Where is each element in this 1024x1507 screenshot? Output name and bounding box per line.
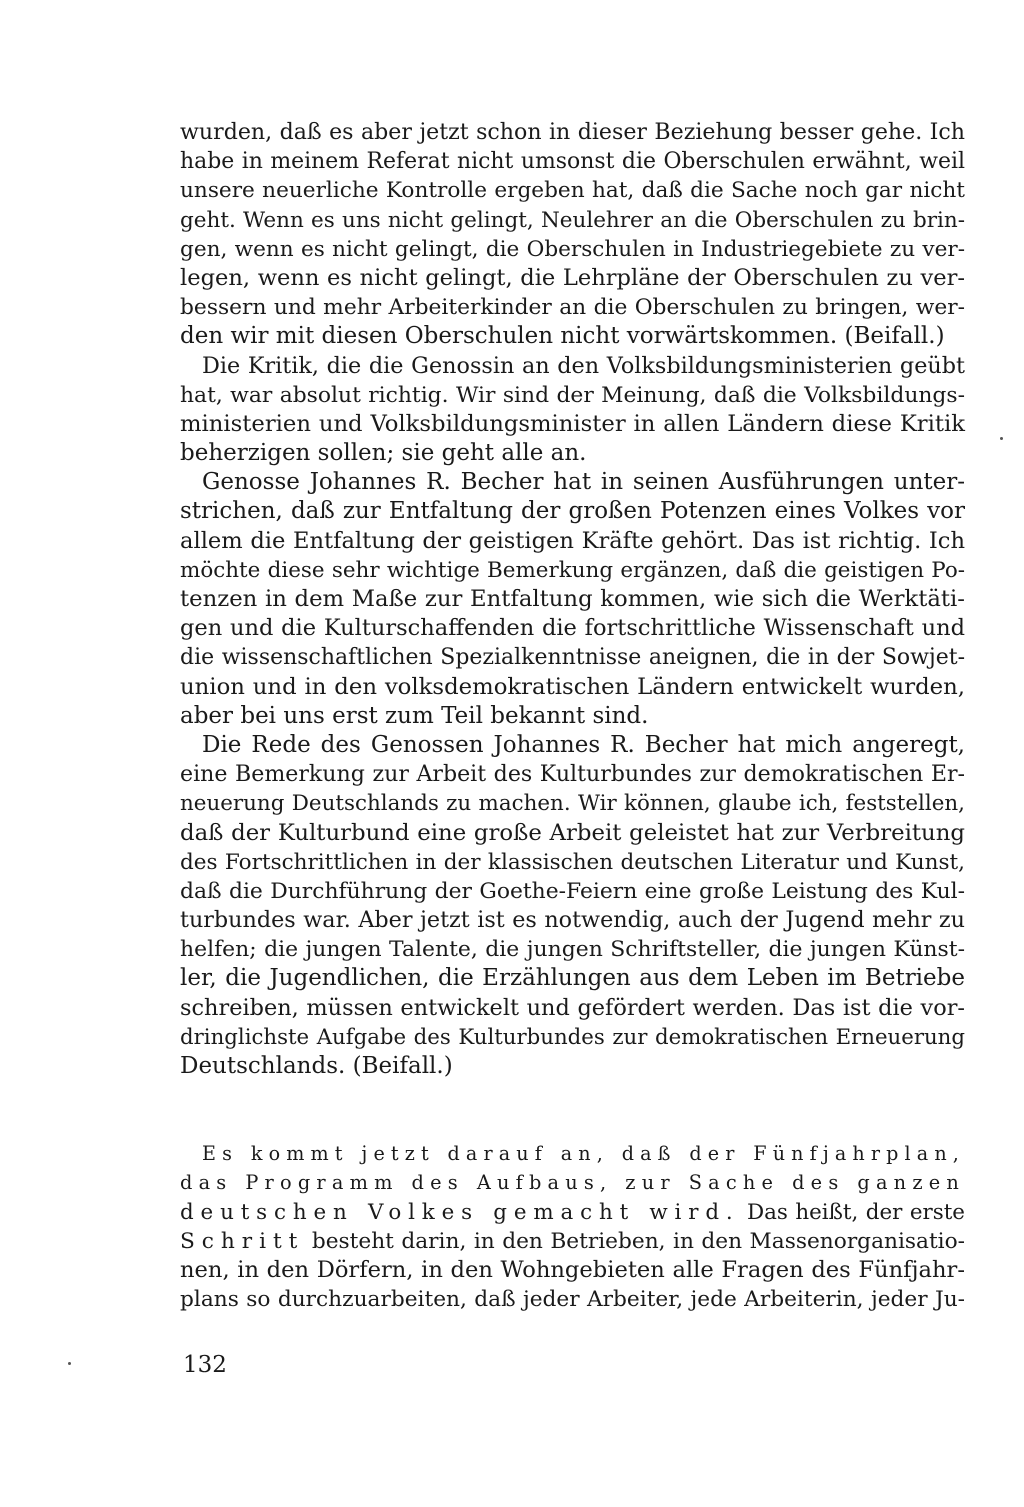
text-line: tenzen in dem Maße zur Entfaltung kommen, wie sich die Werktäti- — [180, 586, 965, 612]
body-text: Das heißt, der erste — [739, 1199, 965, 1225]
page-number: 132 — [183, 1352, 227, 1378]
text-line: möchte diese sehr wichtige Bemerkung ergänzen, daß die geistigen Po- — [180, 557, 965, 583]
text-line: daß der Kulturbund eine große Arbeit geleistet hat zur Verbreitung — [180, 819, 965, 846]
print-speck — [68, 1362, 71, 1365]
text-line: Genosse Johannes R. Becher hat in seinen Ausführungen unter- — [202, 469, 965, 496]
text-line: Deutschlands. (Beifall.) — [180, 1053, 453, 1079]
text-line: des Fortschrittlichen in der klassischen deutschen Literatur und Kunst, — [180, 849, 965, 875]
final-paragraph — [180, 1139, 965, 1314]
emphasized-text: deutschen Volkes gemacht wird. — [180, 1199, 740, 1225]
emphasized-text: Schritt — [180, 1228, 305, 1254]
text-line: gen, wenn es nicht gelingt, die Oberschulen in Industriegebiete zu ver- — [180, 236, 965, 262]
text-line — [180, 1168, 965, 1197]
text-line: gen und die Kulturschaffenden die fortschrittliche Wissenschaft und — [180, 615, 965, 642]
text-line: turbundes war. Aber jetzt ist es notwendig, auch der Jugend mehr zu — [180, 907, 965, 934]
text-line: daß die Durchführung der Goethe-Feiern eine große Leistung des Kul- — [180, 878, 965, 904]
text-line — [180, 1227, 965, 1256]
text-line: schreiben, müssen entwickelt und gefördert werden. Das ist die vor- — [180, 994, 965, 1021]
text-line — [180, 1198, 965, 1227]
text-line: dringlichste Aufgabe des Kulturbundes zur demokratischen Erneuerung — [180, 1024, 965, 1050]
text-line: Die Kritik, die die Genossin an den Volksbildungsministerien geübt — [202, 352, 965, 379]
text-line: neuerung Deutschlands zu machen. Wir können, glaube ich, feststellen, — [180, 791, 965, 817]
emphasized-text: das Programm des Aufbaus, zur Sache des ganzen — [180, 1171, 965, 1195]
text-line — [180, 1139, 965, 1168]
text-line: beherzigen sollen; sie geht alle an. — [180, 440, 587, 467]
text-line: strichen, daß zur Entfaltung der großen Potenzen eines Volkes vor — [180, 498, 965, 525]
text-line: helfen; die jungen Talente, die jungen Schriftsteller, die jungen Künst- — [180, 937, 965, 963]
text-line: aber bei uns erst zum Teil bekannt sind. — [180, 702, 649, 729]
text-line: ministerien und Volksbildungsminister in allen Ländern diese Kritik — [180, 410, 965, 437]
text-line: habe in meinem Referat nicht umsonst die Oberschulen erwähnt, weil — [180, 149, 965, 175]
text-line: unsere neuerliche Kontrolle ergeben hat, daß die Sache noch gar nicht — [180, 178, 965, 204]
text-line: plans so durchzuarbeiten, daß jeder Arbeiter, jede Arbeiterin, jeder Ju- — [180, 1287, 965, 1313]
text-line: wurden, daß es aber jetzt schon in dieser Beziehung besser gehe. Ich — [180, 119, 965, 145]
text-line: eine Bemerkung zur Arbeit des Kulturbundes zur demokratischen Er- — [180, 761, 965, 788]
body-text: besteht darin, in den Betrieben, in den Massenorganisatio- — [304, 1228, 965, 1254]
text-line: geht. Wenn es uns nicht gelingt, Neulehrer an die Oberschulen zu brin- — [180, 207, 965, 233]
text-line: allem die Entfaltung der geistigen Kräfte gehört. Das ist richtig. Ich — [180, 527, 965, 554]
text-line: die wissenschaftlichen Spezialkenntnisse aneignen, die in der Sowjet- — [180, 645, 965, 671]
print-speck — [1000, 437, 1003, 440]
text-line: nen, in den Dörfern, in den Wohngebieten alle Fragen des Fünfjahr- — [180, 1256, 965, 1283]
page-body — [180, 118, 965, 1081]
text-line: den wir mit diesen Oberschulen nicht vorwärtskommen. (Beifall.) — [180, 323, 945, 350]
text-line: bessern und mehr Arbeiterkinder an die Oberschulen zu bringen, wer- — [180, 295, 965, 321]
text-line: Die Rede des Genossen Johannes R. Becher hat mich angeregt, — [202, 731, 965, 758]
text-line: hat, war absolut richtig. Wir sind der Meinung, daß die Volksbildungs- — [180, 382, 965, 408]
emphasized-text: Es kommt jetzt darauf an, daß der Fünfjahrplan, — [202, 1142, 965, 1166]
text-line: ler, die Jugendlichen, die Erzählungen aus dem Leben im Betriebe — [180, 965, 965, 992]
text-line: union und in den volksdemokratischen Ländern entwickelt wurden, — [180, 673, 965, 700]
text-line: legen, wenn es nicht gelingt, die Lehrpläne der Oberschulen zu ver- — [180, 264, 965, 291]
